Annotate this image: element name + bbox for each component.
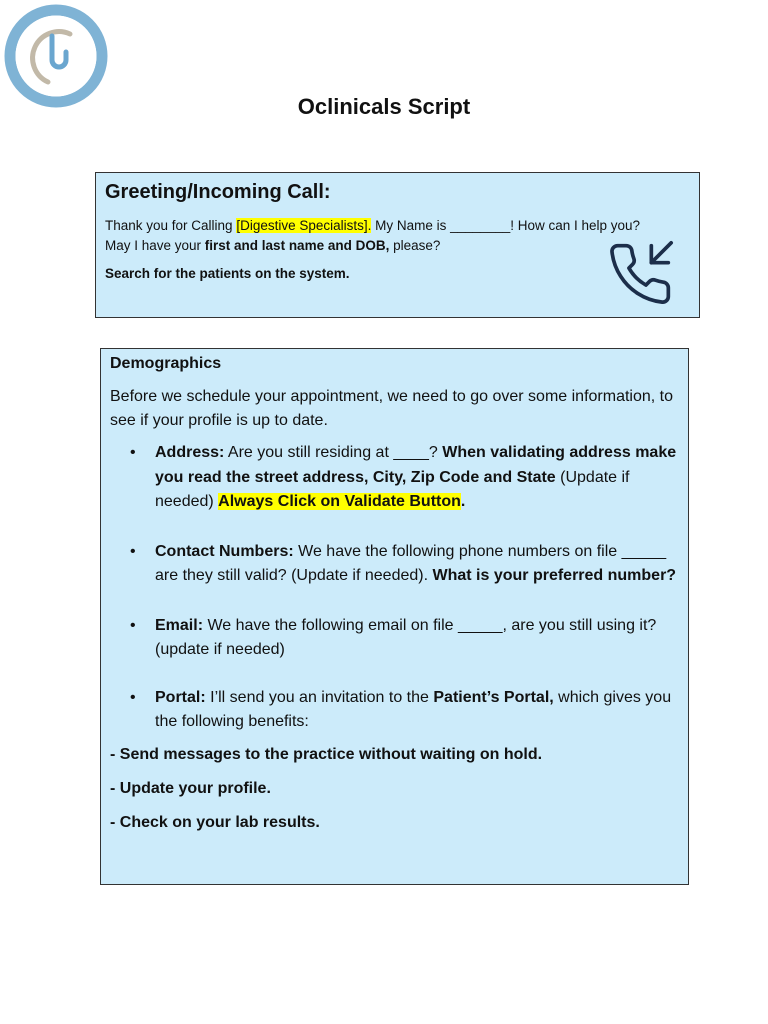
name-dob-request: first and last name and DOB, [204,238,390,253]
oclinicals-logo-icon [4,4,108,108]
portal-text-suffix: which gives you the following benefits: [155,688,672,730]
demographics-intro: Before we schedule your appointment, we need to go over some information, to see if your profile is up to date. [110,388,673,429]
list-item-portal [110,686,679,735]
preferred-number-question: What is your preferred number? [432,567,677,584]
search-patient-instruction: Search for the patients on the system. [105,266,350,281]
greeting-line2-suffix: please? [389,238,441,253]
demographics-heading: Demographics [110,355,222,372]
list-item-contact-numbers [110,540,679,589]
bullet: • [130,542,136,560]
address-end-period: . [460,493,466,510]
greeting-line1-prefix: Thank you for Calling [105,218,237,233]
contact-question: We have the following phone numbers on file _____ are they still valid? (Update if needed). [155,542,667,584]
validate-button-reminder: Always Click on Validate Button [218,493,461,510]
contact-label: Contact Numbers: [155,542,294,560]
address-question: Are you still residing at ____? [224,444,443,461]
greeting-heading: Greeting/Incoming Call: [105,181,331,203]
demographics-section [100,348,689,885]
list-item-email [110,614,679,663]
demographics-checklist [110,441,679,735]
portal-text-prefix: I’ll send you an invitation to the [205,688,434,706]
patient-portal-name: Patient’s Portal, [433,688,554,706]
practice-name-highlight: [Digestive Specialists]. [236,218,372,233]
benefit-send-messages: - Send messages to the practice without waiting on hold. [110,745,543,763]
email-question: We have the following email on file _____, are you still using it? (update if needed) [155,616,657,658]
bullet: • [130,616,136,634]
document-title: Oclinicals Script [297,94,471,119]
address-label: Address: [155,444,225,461]
greeting-line1-suffix: My Name is ________! How can I help you? [371,218,641,233]
bullet: • [130,444,136,461]
benefit-update-profile: - Update your profile. [110,779,271,797]
address-update-note: (Update if needed) [155,468,630,510]
greeting-line2-prefix: May I have your [105,238,205,253]
greeting-script-text [105,216,690,256]
address-validation-instruction: When validating address make you read the street address, City, Zip Code and State [155,444,677,486]
list-item-address [110,441,679,515]
email-label: Email: [155,616,204,634]
incoming-call-phone-icon [606,240,674,308]
bullet: • [130,688,136,706]
portal-label: Portal: [155,688,206,706]
benefit-lab-results: - Check on your lab results. [110,813,320,831]
